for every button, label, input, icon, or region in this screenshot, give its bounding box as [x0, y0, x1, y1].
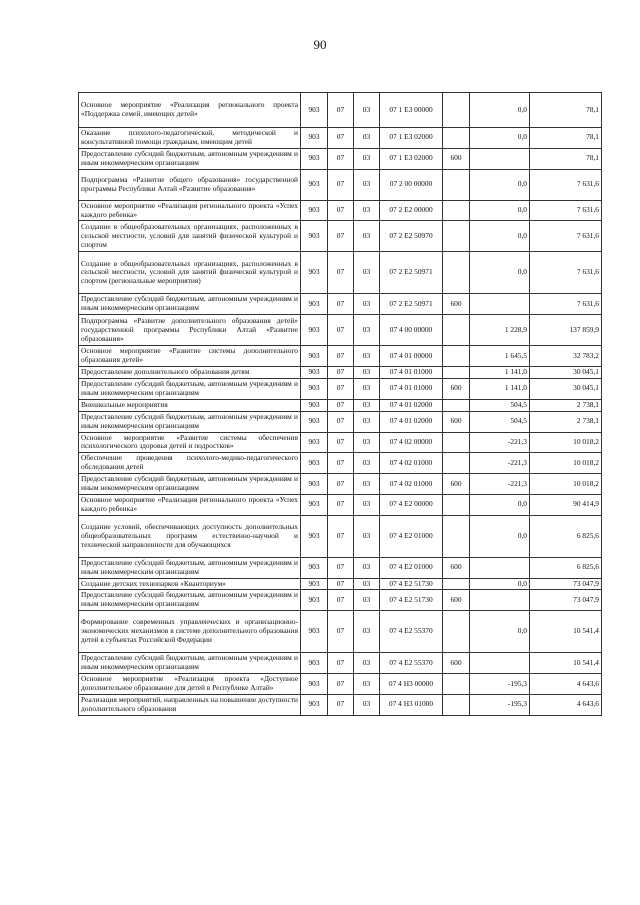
- row-total-amount: 78,1: [530, 128, 602, 149]
- table-row: [79, 367, 602, 379]
- row-total-amount: 7 631,6: [530, 252, 602, 294]
- row-target-code: 07 4 E2 51730: [380, 590, 443, 611]
- row-section: 07: [328, 674, 354, 695]
- row-name: Предоставление субсидий бюджетным, автономным учреждениям и иным некоммерческим организациям: [79, 294, 301, 315]
- row-code: 903: [301, 453, 328, 474]
- row-total-amount: 90 414,9: [530, 494, 602, 515]
- row-code: 903: [301, 367, 328, 379]
- row-expense-type: 600: [443, 474, 470, 495]
- row-change-amount: [470, 148, 530, 169]
- row-section: 07: [328, 590, 354, 611]
- row-total-amount: 7 631,6: [530, 169, 602, 200]
- table-row: [79, 674, 602, 695]
- row-name: Основное мероприятие «Реализация проекта «Доступное дополнительное образование для детей в Республике Алтай»: [79, 674, 301, 695]
- row-expense-type: [443, 221, 470, 252]
- row-target-code: 07 4 01 02000: [380, 399, 443, 411]
- row-target-code: 07 4 02 01000: [380, 474, 443, 495]
- row-code: 903: [301, 674, 328, 695]
- row-expense-type: [443, 578, 470, 590]
- row-total-amount: 6 825,6: [530, 515, 602, 557]
- table-row: [79, 399, 602, 411]
- row-total-amount: 10 541,4: [530, 653, 602, 674]
- row-subsection: 03: [354, 494, 380, 515]
- row-code: 903: [301, 128, 328, 149]
- row-expense-type: [443, 674, 470, 695]
- row-change-amount: [470, 653, 530, 674]
- row-total-amount: 4 643,6: [530, 674, 602, 695]
- row-total-amount: 7 631,6: [530, 294, 602, 315]
- row-total-amount: 7 631,6: [530, 221, 602, 252]
- table-row: [79, 578, 602, 590]
- row-section: 07: [328, 694, 354, 715]
- row-name: Формирование современных управленческих и организационно-экономических механизмов в системе дополнительного образования детей в субъектах Российской Федерации: [79, 611, 301, 653]
- row-total-amount: 10 018,2: [530, 432, 602, 453]
- table-row: [79, 694, 602, 715]
- table-row: [79, 611, 602, 653]
- row-total-amount: 10 018,2: [530, 474, 602, 495]
- row-target-code: 07 4 01 02000: [380, 411, 443, 432]
- table-row: [79, 453, 602, 474]
- row-code: 903: [301, 411, 328, 432]
- row-section: 07: [328, 315, 354, 346]
- row-section: 07: [328, 578, 354, 590]
- row-expense-type: 600: [443, 411, 470, 432]
- row-subsection: 03: [354, 694, 380, 715]
- row-expense-type: [443, 399, 470, 411]
- row-total-amount: 137 859,9: [530, 315, 602, 346]
- table-row: [79, 148, 602, 169]
- row-subsection: 03: [354, 93, 380, 128]
- row-expense-type: 600: [443, 653, 470, 674]
- row-target-code: 07 4 E2 01000: [380, 557, 443, 578]
- row-expense-type: [443, 694, 470, 715]
- row-section: 07: [328, 432, 354, 453]
- row-subsection: 03: [354, 453, 380, 474]
- row-change-amount: [470, 590, 530, 611]
- row-subsection: 03: [354, 474, 380, 495]
- row-change-amount: 0,0: [470, 128, 530, 149]
- row-name: Оказание психолого-педагогической, методической и консультативной помощи гражданам, имеющим детей: [79, 128, 301, 149]
- row-change-amount: [470, 294, 530, 315]
- table-row: [79, 200, 602, 221]
- row-code: 903: [301, 515, 328, 557]
- row-target-code: 07 4 01 00000: [380, 346, 443, 367]
- row-name: Основное мероприятие «Развитие системы обеспечения психологического здоровья детей и подростков»: [79, 432, 301, 453]
- budget-table: [78, 92, 602, 716]
- row-code: 903: [301, 578, 328, 590]
- row-code: 903: [301, 252, 328, 294]
- table-row: [79, 494, 602, 515]
- row-target-code: 07 1 E3 00000: [380, 93, 443, 128]
- row-code: 903: [301, 294, 328, 315]
- row-code: 903: [301, 611, 328, 653]
- row-section: 07: [328, 494, 354, 515]
- row-section: 07: [328, 294, 354, 315]
- row-section: 07: [328, 515, 354, 557]
- row-name: Предоставление субсидий бюджетным, автономным учреждениям и иным некоммерческим организациям: [79, 148, 301, 169]
- row-section: 07: [328, 378, 354, 399]
- row-code: 903: [301, 148, 328, 169]
- row-subsection: 03: [354, 378, 380, 399]
- row-subsection: 03: [354, 557, 380, 578]
- row-subsection: 03: [354, 221, 380, 252]
- row-change-amount: 0,0: [470, 200, 530, 221]
- row-target-code: 07 4 02 01000: [380, 453, 443, 474]
- row-total-amount: 10 541,4: [530, 611, 602, 653]
- row-name: Основное мероприятие «Реализация регионального проекта «Успех каждого ребенка»: [79, 494, 301, 515]
- row-change-amount: 0,0: [470, 578, 530, 590]
- row-section: 07: [328, 346, 354, 367]
- row-expense-type: [443, 128, 470, 149]
- row-subsection: 03: [354, 432, 380, 453]
- row-subsection: 03: [354, 411, 380, 432]
- row-target-code: 07 4 Н3 01000: [380, 694, 443, 715]
- row-section: 07: [328, 252, 354, 294]
- row-section: 07: [328, 221, 354, 252]
- row-target-code: 07 1 E3 02000: [380, 148, 443, 169]
- table-row: [79, 411, 602, 432]
- table-row: [79, 515, 602, 557]
- row-subsection: 03: [354, 578, 380, 590]
- row-change-amount: -221,3: [470, 474, 530, 495]
- row-change-amount: [470, 557, 530, 578]
- row-section: 07: [328, 557, 354, 578]
- row-subsection: 03: [354, 399, 380, 411]
- row-name: Предоставление субсидий бюджетным, автономным учреждениям и иным некоммерческим организациям: [79, 557, 301, 578]
- row-subsection: 03: [354, 252, 380, 294]
- row-total-amount: 2 738,1: [530, 411, 602, 432]
- row-name: Предоставление субсидий бюджетным, автономным учреждениям и иным некоммерческим организациям: [79, 653, 301, 674]
- row-expense-type: [443, 169, 470, 200]
- row-name: Создание детских технопарков «Кванториум»: [79, 578, 301, 590]
- table-row: [79, 557, 602, 578]
- row-name: Основное мероприятие «Развитие системы дополнительного образования детей»: [79, 346, 301, 367]
- row-total-amount: 10 018,2: [530, 453, 602, 474]
- row-subsection: 03: [354, 294, 380, 315]
- table-body: [79, 93, 602, 716]
- row-section: 07: [328, 453, 354, 474]
- row-code: 903: [301, 557, 328, 578]
- row-code: 903: [301, 653, 328, 674]
- table-row: [79, 590, 602, 611]
- row-change-amount: 1 141,0: [470, 367, 530, 379]
- row-change-amount: -221,3: [470, 453, 530, 474]
- table-row: [79, 378, 602, 399]
- row-change-amount: 0,0: [470, 252, 530, 294]
- row-target-code: 07 2 E2 00000: [380, 200, 443, 221]
- row-section: 07: [328, 93, 354, 128]
- row-subsection: 03: [354, 653, 380, 674]
- row-expense-type: 600: [443, 378, 470, 399]
- row-target-code: 07 4 E2 51730: [380, 578, 443, 590]
- row-expense-type: [443, 252, 470, 294]
- row-section: 07: [328, 399, 354, 411]
- row-expense-type: [443, 515, 470, 557]
- row-target-code: 07 2 E2 50971: [380, 294, 443, 315]
- row-subsection: 03: [354, 128, 380, 149]
- row-code: 903: [301, 694, 328, 715]
- row-expense-type: 600: [443, 557, 470, 578]
- row-name: Реализация мероприятий, направленных на повышение доступности дополнительного образования: [79, 694, 301, 715]
- table-row: [79, 294, 602, 315]
- row-expense-type: [443, 432, 470, 453]
- row-change-amount: 1 645,5: [470, 346, 530, 367]
- row-section: 07: [328, 611, 354, 653]
- row-section: 07: [328, 474, 354, 495]
- row-total-amount: 30 045,1: [530, 378, 602, 399]
- row-code: 903: [301, 315, 328, 346]
- table-row: [79, 252, 602, 294]
- row-target-code: 07 4 Н3 00000: [380, 674, 443, 695]
- row-change-amount: -195,3: [470, 674, 530, 695]
- row-total-amount: 6 825,6: [530, 557, 602, 578]
- row-name: Подпрограмма «Развитие дополнительного образования детей» государственной программы Республики Алтай «Развитие образования»: [79, 315, 301, 346]
- row-expense-type: 600: [443, 294, 470, 315]
- row-expense-type: 600: [443, 590, 470, 611]
- row-name: Подпрограмма «Развитие общего образования» государственной программы Республики Алтай «Развитие образования»: [79, 169, 301, 200]
- row-section: 07: [328, 367, 354, 379]
- row-code: 903: [301, 590, 328, 611]
- row-total-amount: 32 783,2: [530, 346, 602, 367]
- row-subsection: 03: [354, 200, 380, 221]
- row-section: 07: [328, 128, 354, 149]
- row-total-amount: 30 045,1: [530, 367, 602, 379]
- row-target-code: 07 4 02 00000: [380, 432, 443, 453]
- row-section: 07: [328, 411, 354, 432]
- row-name: Предоставление субсидий бюджетным, автономным учреждениям и иным некоммерческим организациям: [79, 590, 301, 611]
- row-target-code: 07 4 E2 01000: [380, 515, 443, 557]
- row-section: 07: [328, 653, 354, 674]
- row-change-amount: -195,3: [470, 694, 530, 715]
- table-row: [79, 128, 602, 149]
- table-row: [79, 315, 602, 346]
- row-name: Предоставление субсидий бюджетным, автономным учреждениям и иным некоммерческим организациям: [79, 474, 301, 495]
- row-code: 903: [301, 200, 328, 221]
- row-target-code: 07 4 01 01000: [380, 367, 443, 379]
- row-target-code: 07 4 E2 55370: [380, 611, 443, 653]
- row-change-amount: 1 228,9: [470, 315, 530, 346]
- table-row: [79, 93, 602, 128]
- row-expense-type: [443, 453, 470, 474]
- row-name: Создание условий, обеспечивающих доступность дополнительных общеобразовательных программ естественно-научной и технической направленности для обучающихся: [79, 515, 301, 557]
- row-change-amount: -221,3: [470, 432, 530, 453]
- row-subsection: 03: [354, 169, 380, 200]
- row-expense-type: [443, 200, 470, 221]
- row-name: Предоставление субсидий бюджетным, автономным учреждениям и иным некоммерческим организациям: [79, 411, 301, 432]
- row-expense-type: [443, 494, 470, 515]
- row-total-amount: 78,1: [530, 148, 602, 169]
- row-expense-type: [443, 367, 470, 379]
- row-target-code: 07 2 E2 50970: [380, 221, 443, 252]
- table-row: [79, 169, 602, 200]
- row-name: Создание в общеобразовательных организациях, расположенных в сельской местности, условий для занятий физической культурой и спортом (региональные мероприятия): [79, 252, 301, 294]
- row-subsection: 03: [354, 590, 380, 611]
- page-number: 90: [313, 37, 327, 52]
- row-subsection: 03: [354, 148, 380, 169]
- row-target-code: 07 4 E2 55370: [380, 653, 443, 674]
- table-row: [79, 474, 602, 495]
- row-code: 903: [301, 378, 328, 399]
- row-subsection: 03: [354, 611, 380, 653]
- row-change-amount: 0,0: [470, 93, 530, 128]
- row-code: 903: [301, 399, 328, 411]
- row-section: 07: [328, 148, 354, 169]
- row-subsection: 03: [354, 674, 380, 695]
- row-target-code: 07 2 00 00000: [380, 169, 443, 200]
- row-section: 07: [328, 200, 354, 221]
- row-total-amount: 7 631,6: [530, 200, 602, 221]
- table-row: [79, 346, 602, 367]
- row-subsection: 03: [354, 515, 380, 557]
- row-code: 903: [301, 474, 328, 495]
- row-expense-type: [443, 346, 470, 367]
- table-row: [79, 653, 602, 674]
- row-code: 903: [301, 221, 328, 252]
- row-name: Внешкольные мероприятия: [79, 399, 301, 411]
- row-section: 07: [328, 169, 354, 200]
- row-subsection: 03: [354, 315, 380, 346]
- row-target-code: 07 4 00 00000: [380, 315, 443, 346]
- row-change-amount: 0,0: [470, 494, 530, 515]
- row-target-code: 07 1 E3 02000: [380, 128, 443, 149]
- row-total-amount: 78,1: [530, 93, 602, 128]
- row-code: 903: [301, 346, 328, 367]
- row-name: Основное мероприятие «Реализация регионального проекта «Успех каждого ребенка»: [79, 200, 301, 221]
- row-name: Обеспечение проведения психолого-медико-педагогического обследования детей: [79, 453, 301, 474]
- row-name: Создание в общеобразовательных организациях, расположенных в сельской местности, условий для занятий физической культурой и спортом: [79, 221, 301, 252]
- row-change-amount: 0,0: [470, 169, 530, 200]
- row-expense-type: [443, 93, 470, 128]
- row-code: 903: [301, 93, 328, 128]
- row-change-amount: 504,5: [470, 411, 530, 432]
- row-code: 903: [301, 432, 328, 453]
- row-change-amount: 504,5: [470, 399, 530, 411]
- row-change-amount: 0,0: [470, 221, 530, 252]
- table-row: [79, 221, 602, 252]
- row-change-amount: 1 141,0: [470, 378, 530, 399]
- row-total-amount: 4 643,6: [530, 694, 602, 715]
- row-expense-type: 600: [443, 148, 470, 169]
- row-name: Предоставление дополнительного образования детям: [79, 367, 301, 379]
- table-row: [79, 432, 602, 453]
- row-total-amount: 73 047,9: [530, 590, 602, 611]
- row-target-code: 07 2 E2 50971: [380, 252, 443, 294]
- row-code: 903: [301, 169, 328, 200]
- row-target-code: 07 4 01 01000: [380, 378, 443, 399]
- row-name: Основное мероприятие «Реализация регионального проекта «Поддержка семей, имеющих детей»: [79, 93, 301, 128]
- row-subsection: 03: [354, 346, 380, 367]
- row-expense-type: [443, 611, 470, 653]
- row-change-amount: 0,0: [470, 515, 530, 557]
- row-target-code: 07 4 E2 00000: [380, 494, 443, 515]
- row-code: 903: [301, 494, 328, 515]
- row-change-amount: 0,0: [470, 611, 530, 653]
- row-total-amount: 73 047,9: [530, 578, 602, 590]
- row-name: Предоставление субсидий бюджетным, автономным учреждениям и иным некоммерческим организациям: [79, 378, 301, 399]
- row-total-amount: 2 738,1: [530, 399, 602, 411]
- row-subsection: 03: [354, 367, 380, 379]
- row-expense-type: [443, 315, 470, 346]
